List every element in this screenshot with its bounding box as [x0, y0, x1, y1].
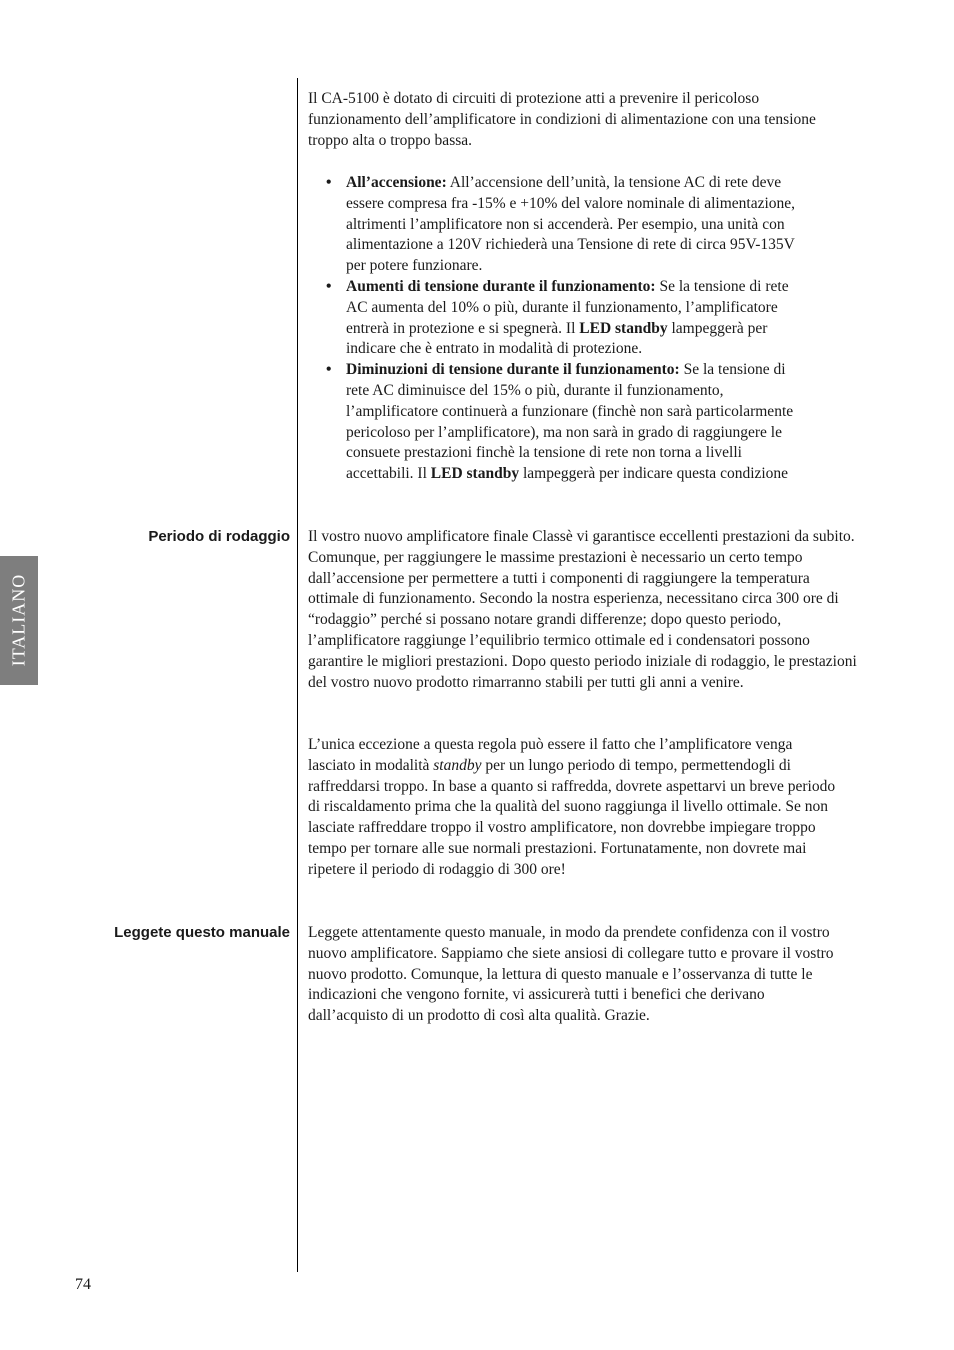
bullet-symbol: •: [326, 277, 332, 295]
breakin-text-2a: L’unica eccezione a questa regola può essere il fatto che l’amplificatore venga lasciato in modalità: [308, 736, 793, 774]
manual-text: Leggete attentamente questo manuale, in modo da prendete confidenza con il vostro nuovo amplificatore. Sappiamo che siete ansiosi di collegare tutto e provare il vostro nuovo prodotto. Comunque, la lettura di questo manuale e l’osservanza di tutte le indicazioni che vengono fornite, vi assicurerà tutti i benefici che derivano dall’acquisto di un prodotto di così alta qualità. Grazie.: [308, 924, 834, 1025]
breakin-text-2: [308, 735, 838, 881]
bullet-text: Se la tensione di rete AC diminuisce del 15% o più, durante il funzionamento, l’amplificatore continuerà a funzionare (finchè non sarà particolarmente pericoloso per l’amplificatore), ma non sarà in grado di raggiungere le consuete prestazioni finchè la tensione di rete non torna a livelli accettabili. Il: [346, 361, 794, 483]
manual-paragraph: [308, 923, 838, 1027]
bullet-text: All’accensione dell’unità, la tensione AC di rete deve essere compresa fra -15% e +10% del valore nominale di alimentazione, altrimenti l’amplificatore non si accenderà. Per esempio, una unità con alimentazione a 120V richiederà una Tensione di rete di circa 95V-135V per potere funzionare.: [346, 174, 796, 275]
bullet-emphasis: LED standby: [579, 319, 668, 337]
language-tab: [0, 556, 38, 685]
page-number: 74: [75, 1276, 91, 1293]
breakin-text-1: Il vostro nuovo amplificatore finale Classè vi garantisce eccellenti prestazioni da subito. Comunque, per raggiungere le massime prestazioni è necessario un certo tempo dall’accensione per permettere a tutti i componenti di raggiungere la temperatura ottimale di funzionamento. Secondo la nostra esperienza, necessitano circa 300 ore di “rodaggio” perché si possano notare grandi differenze; dopo questo periodo, l’amplificatore raggiunge l’equilibrio termico ottimale ed i condensatori possono garantire le migliori prestazioni. Dopo questo periodo iniziale di rodaggio, le prestazioni del vostro nuovo prodotto rimarranno stabili per tutti gli anni a venire.: [308, 528, 857, 691]
bullet-tail: lampeggerà per indicare questa condizione: [519, 465, 789, 483]
list-item: [326, 277, 806, 360]
list-item: [326, 360, 806, 485]
breakin-paragraph-1: [308, 527, 864, 693]
column-divider: [297, 78, 298, 1272]
intro-text: Il CA-5100 è dotato di circuiti di protezione atti a prevenire il pericoloso funzionamento dell’amplificatore in condizioni di alimentazione con una tensione troppo alta o troppo bassa.: [308, 90, 816, 149]
bullet-lead: Diminuzioni di tensione durante il funzionamento:: [346, 361, 680, 379]
intro-paragraph: [308, 89, 818, 151]
bullet-lead: Aumenti di tensione durante il funzionamento:: [346, 277, 656, 295]
breakin-heading: Periodo di rodaggio: [148, 528, 290, 545]
list-item: [326, 173, 806, 277]
bullet-symbol: •: [326, 361, 332, 379]
bullet-text: Se la tensione di rete AC aumenta del 10% o più, durante il funzionamento, l’amplificatore entrerà in protezione e si spegnerà. Il: [346, 277, 789, 337]
manual-heading: Leggete questo manuale: [114, 924, 290, 941]
protection-list: [326, 173, 806, 485]
standby-term: standby: [433, 756, 482, 774]
language-tab-label: ITALIANO: [8, 573, 29, 667]
bullet-symbol: •: [326, 174, 332, 191]
breakin-text-2b: per un lungo periodo di tempo, permettendogli di raffreddarsi troppo. In base a quanto si raffredda, dovrete aspettarvi un breve periodo di riscaldamento prima che la qualità del suono raggiunga il livello ottimale. Se non lasciate raffreddare troppo il vostro amplificatore, non dovrebbe impiegare troppo tempo per tornare alle sue normali prestazioni. Fortunatamente, non dovrete mai ripetere il periodo di rodaggio di 300 ore!: [308, 756, 836, 878]
breakin-paragraph-2: [308, 735, 838, 881]
bullet-tail: lampeggerà per indicare che è entrato in modalità di protezione.: [346, 319, 768, 358]
bullet-lead: All’accensione:: [346, 174, 447, 191]
bullet-emphasis: LED standby: [430, 465, 520, 483]
